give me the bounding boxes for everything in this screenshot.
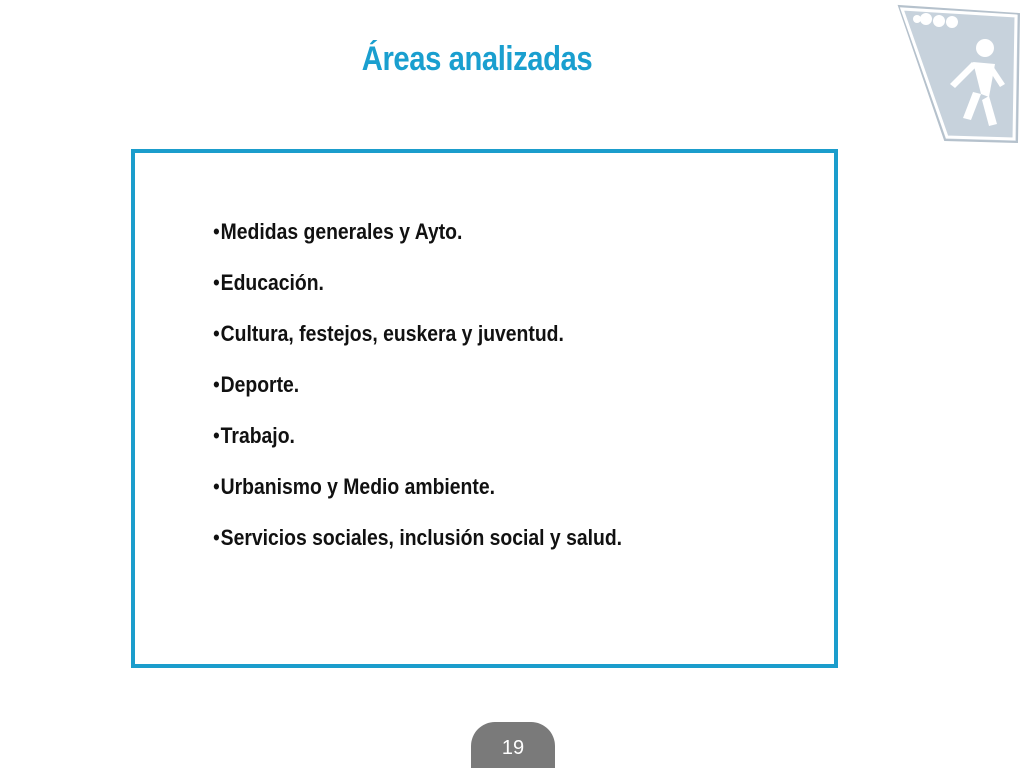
- content-box: [131, 149, 838, 668]
- list-item: [213, 321, 622, 372]
- slide-title: Áreas analizadas: [361, 40, 593, 78]
- list-item: [213, 270, 622, 321]
- list-item: [213, 474, 622, 525]
- list-item: [213, 372, 622, 423]
- list-item-text: Deporte.: [220, 372, 300, 397]
- bullet-marker: •: [213, 321, 220, 346]
- list-item-text: Urbanismo y Medio ambiente.: [220, 474, 495, 499]
- page-number: 19: [501, 737, 525, 759]
- bullet-marker: •: [213, 372, 220, 397]
- list-item: [213, 219, 622, 270]
- list-item-text: Trabajo.: [220, 423, 295, 448]
- list-item: [213, 423, 622, 474]
- bullet-marker: •: [213, 525, 220, 550]
- bullet-marker: •: [213, 219, 220, 244]
- bullet-list: [213, 219, 678, 576]
- list-item-text: Cultura, festejos, euskera y juventud.: [220, 321, 564, 346]
- list-item-text: Medidas generales y Ayto.: [220, 219, 463, 244]
- page-number-tab: [471, 722, 555, 768]
- list-item-text: Servicios sociales, inclusión social y salud.: [220, 525, 623, 550]
- list-item-text: Educación.: [220, 270, 324, 295]
- list-item: [213, 525, 622, 576]
- bullet-marker: •: [213, 270, 220, 295]
- bowling-player-logo-icon: [893, 2, 1023, 147]
- bullet-marker: •: [213, 474, 220, 499]
- bullet-marker: •: [213, 423, 220, 448]
